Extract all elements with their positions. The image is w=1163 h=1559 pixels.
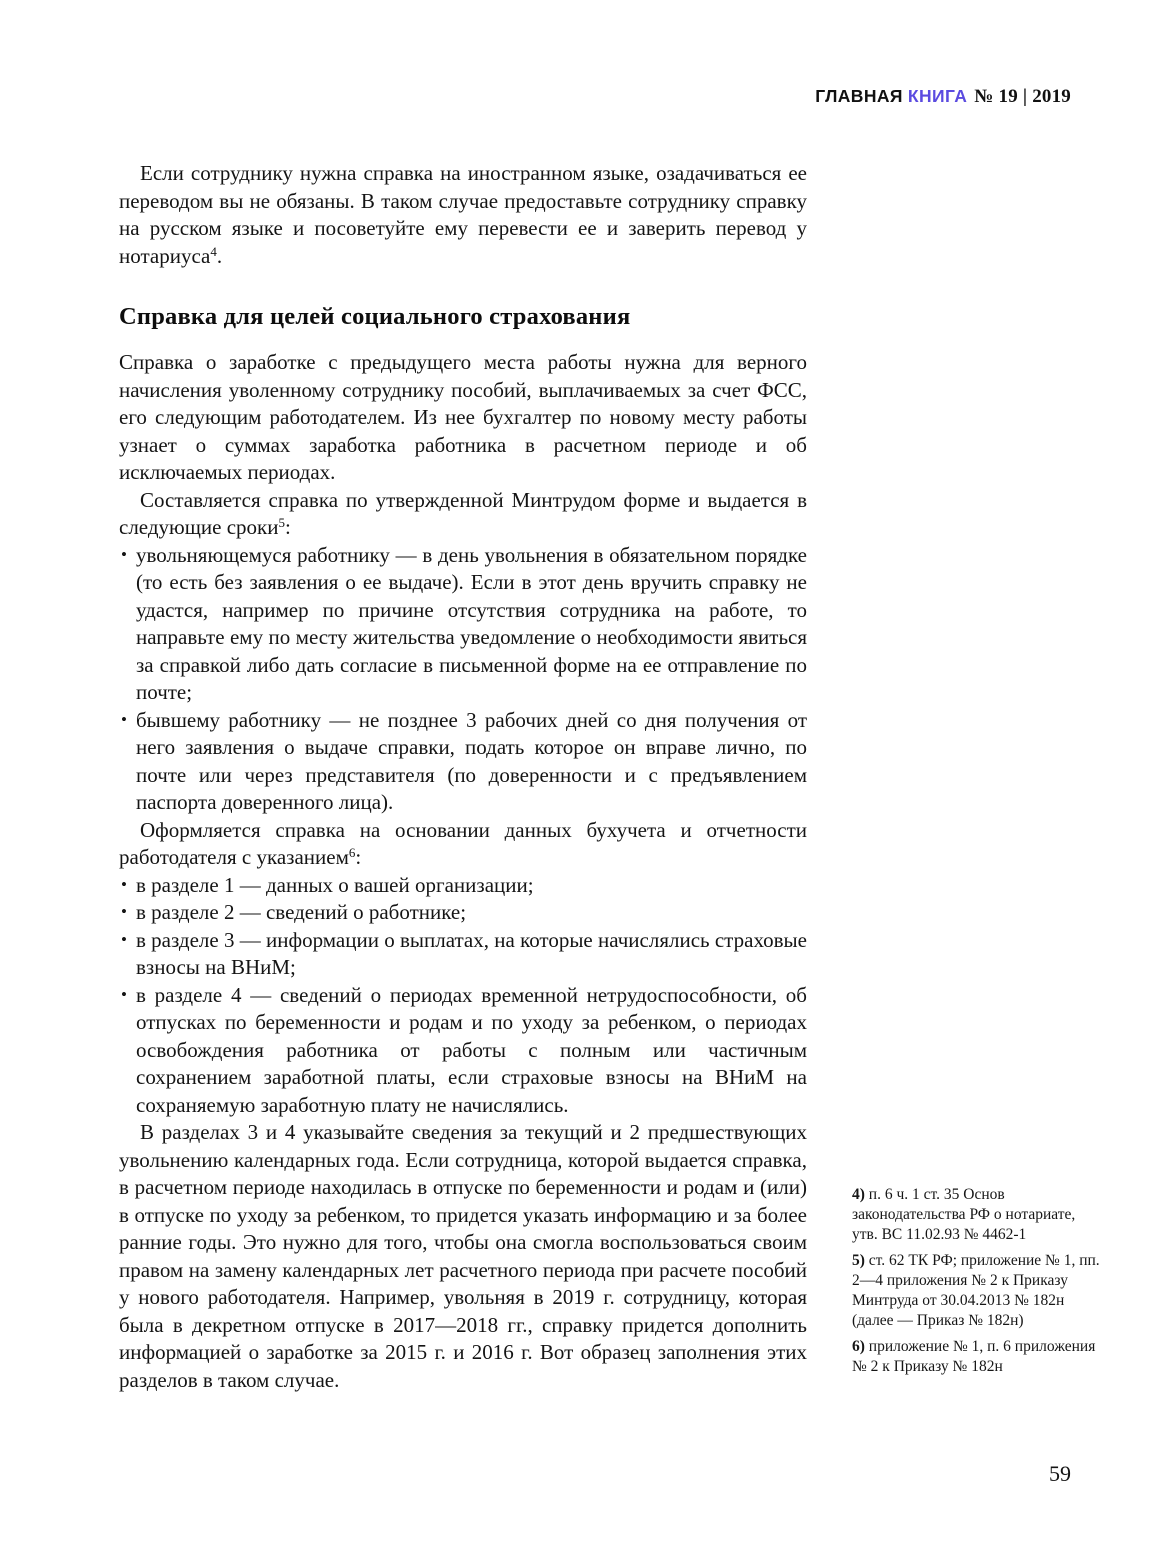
- bullet-icon: •: [121, 929, 127, 949]
- list-item: [119, 872, 807, 900]
- intro-text: Если сотруднику нужна справка на иностранном языке, озадачиваться ее переводом вы не обязаны. В таком случае предоставьте сотруднику справку на русском языке и посоветуйте ему перевести ее и заверить перевод у нотариуса: [119, 161, 807, 268]
- list-item: [119, 707, 807, 817]
- list-item-text: в разделе 1 — данных о вашей организации;: [136, 872, 534, 897]
- list-item-text: увольняющемуся работнику — в день увольнения в обязательном порядке (то есть без заявления о ее выдаче). Если в этот день вручить справку не удастся, например по причине отсутствия сотрудника на работе, то направьте ему по месту жительства уведомление о необходимости явиться за справкой либо дать согласие в письменной форме на ее отправление по почте;: [136, 542, 807, 704]
- footnote-marker: 4): [852, 1186, 865, 1203]
- page-number: 59: [1049, 1461, 1071, 1486]
- footnote: [852, 1337, 1104, 1377]
- contents-intro-text: Оформляется справка на основании данных бухучета и отчетности работодателя с указанием: [119, 817, 807, 869]
- list-item-text: в разделе 4 — сведений о периодах временной нетрудоспособности, об отпусках по беременности и родам и по уходу за ребенком, о периодах освобождения работника от работы с полным или частичным сохранением заработной платы, если страховые взносы на ВНиМ на сохраняемую заработную плату не начислялись.: [136, 982, 807, 1117]
- bullet-icon: •: [121, 544, 127, 564]
- footnote-ref-6: 6: [348, 845, 356, 860]
- intro-paragraph: [119, 160, 807, 270]
- footnote: [852, 1251, 1104, 1331]
- footnote-marker: 5): [852, 1252, 865, 1269]
- list-item-text: бывшему работнику — не позднее 3 рабочих дней со дня получения от него заявления о выдаче справки, подать которое он вправе лично, по почте или через представителя (по доверенности и с предъявлением паспорта доверенного лица).: [136, 707, 807, 814]
- footnote-text: приложение № 1, п. 6 приложения № 2 к Приказу № 182н: [852, 1338, 1096, 1375]
- list-item: [119, 982, 807, 1120]
- list-item-text: в разделе 3 — информации о выплатах, на которые начислялись страховые взносы на ВНиМ;: [136, 927, 807, 979]
- list-item: [119, 927, 807, 982]
- footnote-text: п. 6 ч. 1 ст. 35 Основ законодательства РФ о нотариате, утв. ВС 11.02.93 № 4462-1: [852, 1186, 1076, 1243]
- footnote-ref-4: 4: [210, 243, 217, 259]
- paragraph-periods: В разделах 3 и 4 указывайте сведения за текущий и 2 предшествующих увольнению календарных года. Если сотрудница, которой выдается справка, в расчетном периоде находилась в отпуске по беременности и родам и (или) в отпуске по уходу за ребенком, то придется указать информацию и за более ранние годы. Это нужно для того, чтобы она смогла воспользоваться своим правом на замену календарных лет расчетного периода при расчете пособий у нового работодателя. Например, увольняя в 2019 г. сотрудницу, которая была в декретном отпуске в 2017—2018 гг., справку придется дополнить информацией о заработке за 2015 г. и 2016 г. Вот образец заполнения этих разделов в таком случае.: [119, 1120, 807, 1392]
- section-heading: Справка для целей социального страхования: [119, 303, 631, 330]
- intro-tail: .: [216, 243, 223, 268]
- list-item: [119, 542, 807, 707]
- paragraph-deadlines-intro: [119, 487, 807, 542]
- footnote-marker: 6): [852, 1338, 865, 1355]
- paragraph-contents-intro: [119, 817, 807, 872]
- footnote-text: ст. 62 ТК РФ; приложение № 1, пп. 2—4 приложения № 2 к Приказу Минтруда от 30.04.2013 № 182н (далее — Приказ № 182н): [852, 1252, 1100, 1329]
- sections-list: [119, 872, 807, 1120]
- list-item: [119, 899, 807, 927]
- contents-intro-tail: :: [355, 845, 362, 869]
- deadline-list: [119, 542, 807, 817]
- deadlines-intro-text: Составляется справка по утвержденной Минтрудом форме и выдается в следующие сроки: [119, 487, 807, 539]
- article-body: [119, 160, 807, 1394]
- paragraph-overview: Справка о заработке с предыдущего места работы нужна для верного начисления уволенному сотруднику пособий, выплачиваемых за счет ФСС, его следующим работодателем. Из нее бухгалтер по новому месту работы узнает о суммах заработка работника в расчетном периоде и об исключаемых периодах.: [119, 350, 807, 484]
- bullet-icon: •: [121, 984, 127, 1004]
- footnote-ref-5: 5: [278, 515, 285, 530]
- brand-kniga: КНИГА: [907, 86, 968, 106]
- magazine-header: [815, 86, 1071, 108]
- brand-glavnaya: ГЛАВНАЯ: [815, 86, 903, 106]
- bullet-icon: •: [121, 902, 127, 921]
- footnote: [852, 1185, 1104, 1245]
- issue-number: № 19 | 2019: [974, 86, 1071, 107]
- footnotes-sidebar: [852, 1185, 1104, 1383]
- deadlines-intro-tail: :: [284, 515, 291, 539]
- bullet-icon: •: [121, 874, 127, 894]
- bullet-icon: •: [121, 709, 127, 729]
- list-item-text: в разделе 2 — сведений о работнике;: [136, 900, 467, 924]
